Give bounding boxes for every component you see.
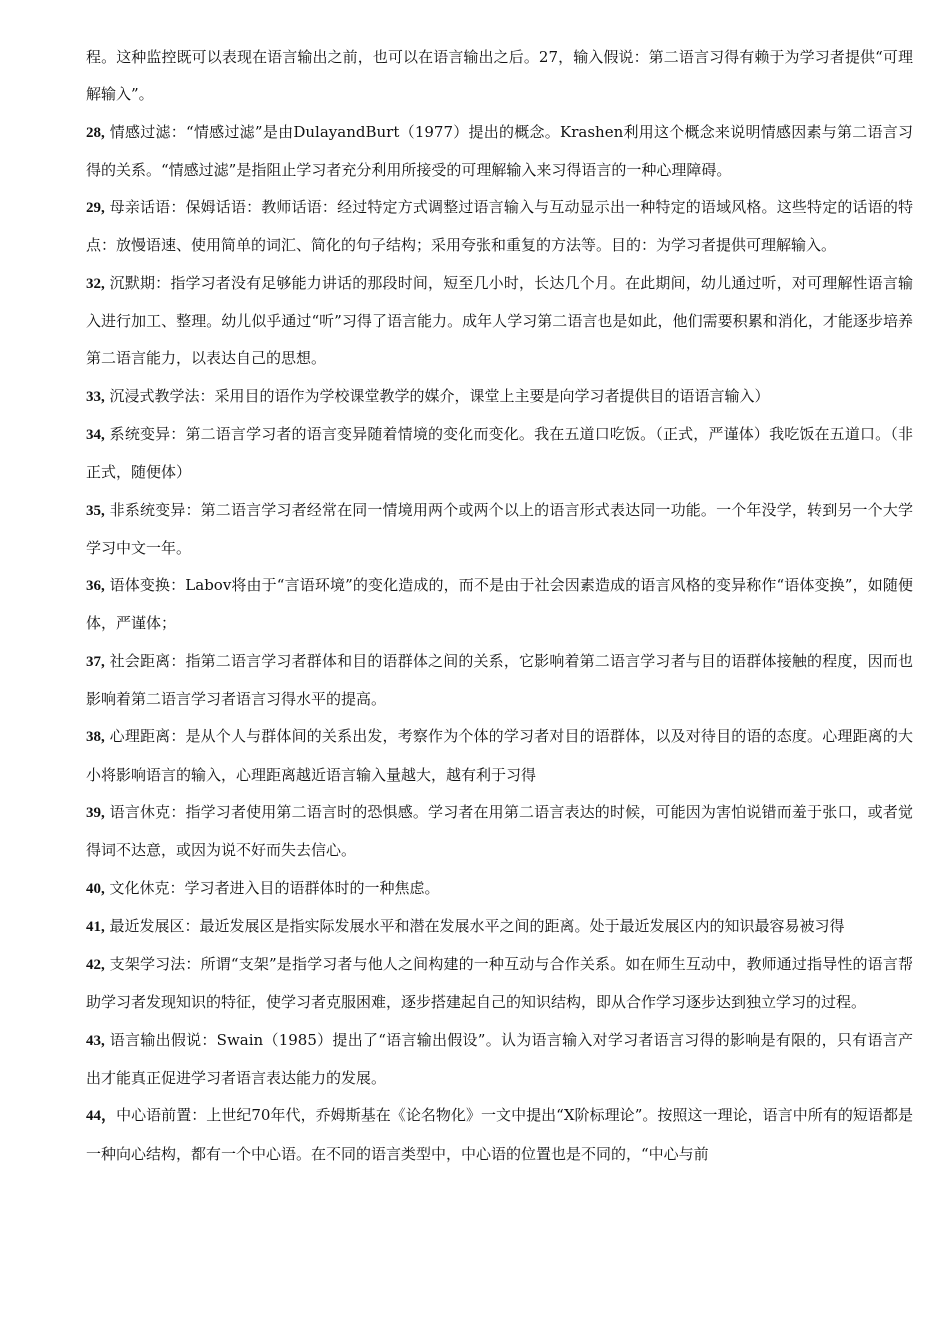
item-number: 39, bbox=[86, 804, 105, 821]
paragraph-32 bbox=[86, 265, 913, 378]
paragraph-44 bbox=[86, 1097, 913, 1173]
paragraph-34 bbox=[86, 416, 913, 492]
paragraph-text: 系统变异：第二语言学习者的语言变异随着情境的变化而变化。我在五道口吃饭。（正式，严谨体）我吃饭在五道口。（非正式，随便体） bbox=[86, 424, 913, 482]
paragraph-38 bbox=[86, 718, 913, 794]
paragraph-40 bbox=[86, 870, 913, 908]
paragraph-35 bbox=[86, 492, 913, 568]
paragraph-41 bbox=[86, 908, 913, 946]
paragraph-text: 最近发展区：最近发展区是指实际发展水平和潜在发展水平之间的距离。处于最近发展区内的知识最容易被习得 bbox=[104, 916, 845, 935]
paragraph-text: 心理距离：是从个人与群体间的关系出发，考察作为个体的学习者对目的语群体，以及对待目的语的态度。心理距离的大小将影响语言的输入，心理距离越近语言输入量越大，越有利于习得 bbox=[86, 727, 913, 784]
paragraph-text: 文化休克：学习者进入目的语群体时的一种焦虑。 bbox=[104, 878, 440, 897]
paragraph-text: 语言输出假说：Swain（1985）提出了“语言输出假设”。认为语言输入对学习者语言习得的影响是有限的，只有语言产出才能真正促进学习者语言表达能力的发展。 bbox=[86, 1030, 913, 1088]
item-number: 41, bbox=[86, 918, 105, 935]
paragraph-36 bbox=[86, 567, 913, 643]
paragraph-text: 沉浸式教学法：采用目的语作为学校课堂教学的媒介，课堂上主要是向学习者提供目的语语言输入） bbox=[104, 386, 770, 405]
paragraph-28 bbox=[86, 114, 913, 190]
item-number: 38, bbox=[86, 729, 105, 746]
item-number: 32, bbox=[86, 275, 105, 292]
paragraph-text: 语体变换：Labov将由于“言语环境”的变化造成的，而不是由于社会因素造成的语言风格的变异称作“语体变换”，如随便体，严谨体； bbox=[86, 576, 913, 633]
paragraph-text: 母亲话语：保姆话语：教师话语：经过特定方式调整过语言输入与互动显示出一种特定的语域风格。这些特定的话语的特点：放慢语速、使用简单的词汇、简化的句子结构；采用夸张和重复的方法等。目的：为学习者提供可理解输入。 bbox=[86, 198, 913, 255]
item-number: 29, bbox=[86, 200, 105, 217]
item-number: 33, bbox=[86, 388, 105, 405]
item-number: 28, bbox=[86, 124, 105, 141]
item-number: 44， bbox=[86, 1108, 117, 1125]
item-number: 36, bbox=[86, 578, 105, 595]
item-number: 35, bbox=[86, 502, 105, 519]
paragraph-text: 社会距离：指第二语言学习者群体和目的语群体之间的关系，它影响着第二语言学习者与目的语群体接触的程度，因而也影响着第二语言学习者语言习得水平的提高。 bbox=[86, 651, 913, 709]
paragraph-text: 沉默期：指学习者没有足够能力讲话的那段时间，短至几小时，长达几个月。在此期间，幼儿通过听，对可理解性语言输入进行加工、整理。幼儿似乎通过“听”习得了语言能力。成年人学习第二语言也是如此，他们需要积累和消化，才能逐步培养第二语言能力，以表达自己的思想。 bbox=[86, 273, 913, 368]
item-number: 40, bbox=[86, 880, 105, 897]
paragraph-text: 程。这种监控既可以表现在语言输出之前，也可以在语言输出之后。27，输入假说：第二语言习得有赖于为学习者提供“可理解输入”。 bbox=[86, 48, 913, 104]
paragraph-text: 中心语前置：上世纪70年代，乔姆斯基在《论名物化》一文中提出“X阶标理论”。按照这一理论，语言中所有的短语都是一种向心结构，都有一个中心语。在不同的语言类型中，中心语的位置也是不同的，“中心与前 bbox=[86, 1106, 913, 1163]
paragraph-text: 支架学习法：所谓“支架”是指学习者与他人之间构建的一种互动与合作关系。如在师生互动中，教师通过指导性的语言帮助学习者发现知识的特征，使学习者克服困难，逐步搭建起自己的知识结构，即从合作学习逐步达到独立学习的过程。 bbox=[86, 955, 913, 1012]
paragraph-continuation bbox=[86, 39, 913, 114]
paragraph-42 bbox=[86, 946, 913, 1022]
paragraph-39 bbox=[86, 794, 913, 870]
paragraph-text: 情感过滤：“情感过滤”是由DulayandBurt（1977）提出的概念。Krashen利用这个概念来说明情感因素与第二语言习得的关系。“情感过滤”是指阻止学习者充分利用所接受的可理解输入来习得语言的一种心理障碍。 bbox=[86, 122, 913, 179]
paragraph-37 bbox=[86, 643, 913, 719]
paragraph-text: 语言休克：指学习者使用第二语言时的恐惧感。学习者在用第二语言表达的时候，可能因为害怕说错而羞于张口，或者觉得词不达意，或因为说不好而失去信心。 bbox=[86, 802, 913, 860]
paragraph-33 bbox=[86, 378, 913, 416]
paragraph-29 bbox=[86, 189, 913, 265]
item-number: 37, bbox=[86, 653, 105, 670]
item-number: 43, bbox=[86, 1032, 105, 1049]
paragraph-43 bbox=[86, 1022, 913, 1098]
paragraph-text: 非系统变异：第二语言学习者经常在同一情境用两个或两个以上的语言形式表达同一功能。一个年没学，转到另一个大学学习中文一年。 bbox=[86, 500, 913, 557]
item-number: 34, bbox=[86, 426, 105, 443]
item-number: 42, bbox=[86, 957, 105, 974]
